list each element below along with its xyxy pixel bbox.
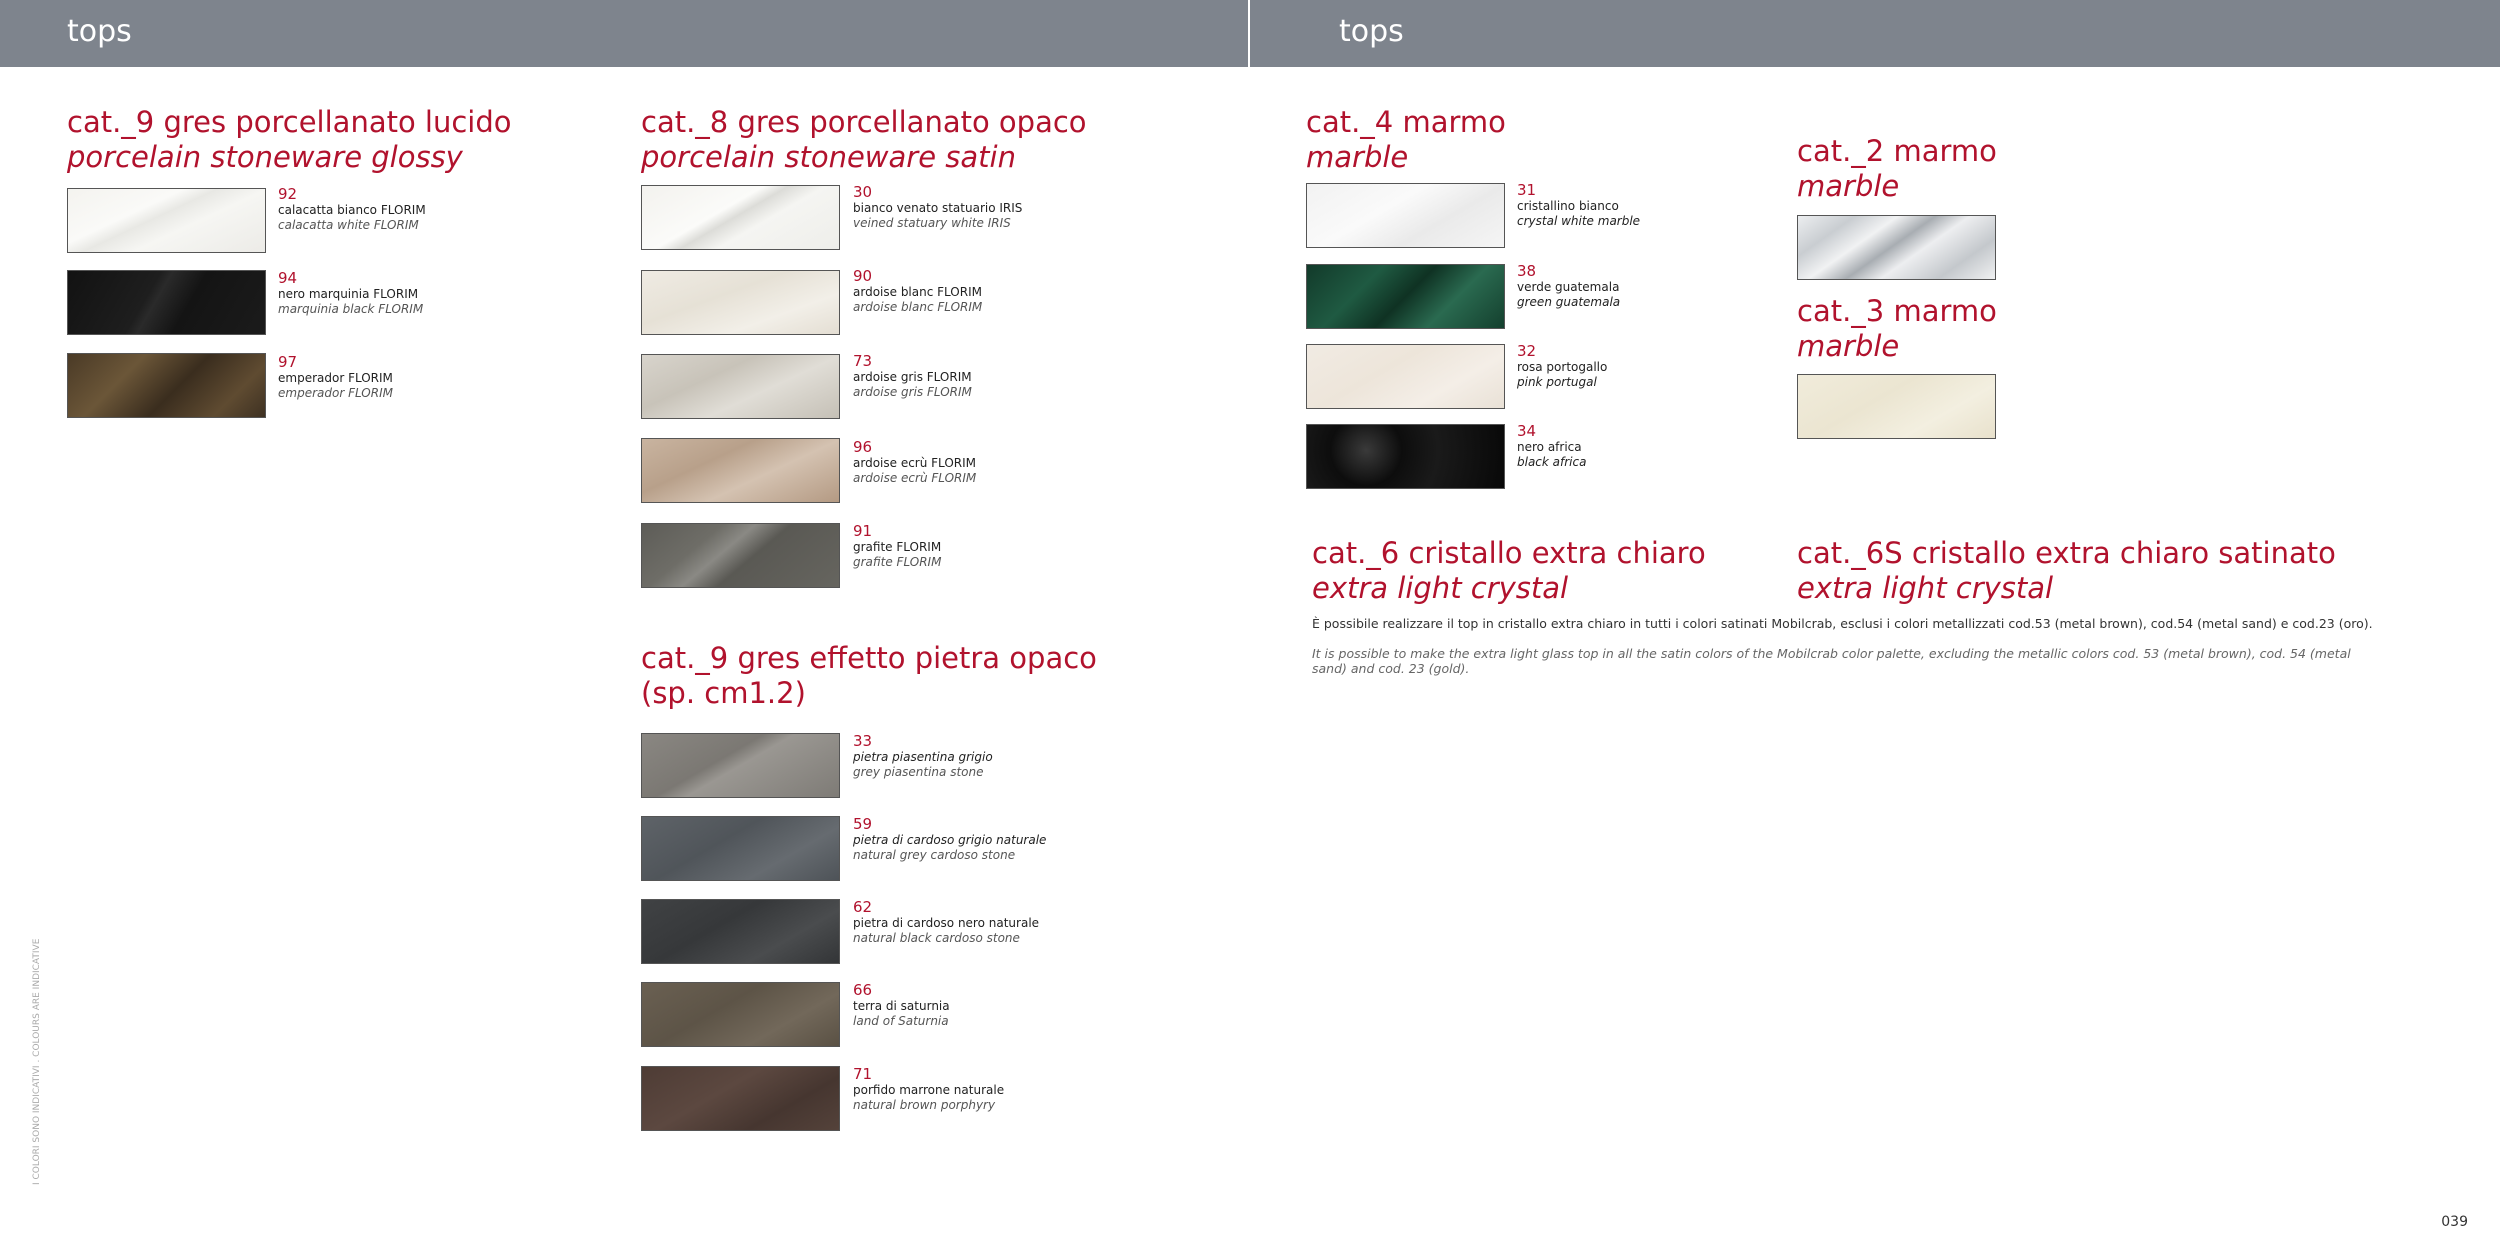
swatch-73	[641, 354, 840, 419]
swatch-90	[641, 270, 840, 335]
swatch-96	[641, 438, 840, 503]
list-item: 38 verde guatemala green guatemala	[1517, 262, 1621, 309]
list-item: 30 bianco venato statuario IRIS veined statuary white IRIS	[853, 183, 1023, 230]
section-title-cat6s: cat._6S cristallo extra chiaro satinato extra light crystal	[1797, 536, 2336, 605]
swatch-62	[641, 899, 840, 964]
swatch-92	[67, 188, 266, 253]
swatch-91	[641, 523, 840, 588]
note-english: It is possible to make the extra light glass top in all the satin colors of the Mobilcrab color palette, excluding the metallic colors cod. 53 (metal brown), cod. 54 (metal sand) and cod. 23 (gold).	[1312, 646, 2351, 676]
note-italian: È possibile realizzare il top in cristallo extra chiaro in tutti i colori satinati Mobilcrab, esclusi i colori metallizzati cod.53 (metal brown), cod.54 (metal sand) e cod.23 (oro).	[1312, 616, 2373, 631]
section-title-cat2-marmo: cat._2 marmo marble	[1797, 134, 1997, 203]
list-item: 31 cristallino bianco crystal white marble	[1517, 181, 1641, 228]
swatch-59	[641, 816, 840, 881]
header-bar-left	[0, 0, 1248, 67]
section-title-cat4-marmo: cat._4 marmo marble	[1306, 105, 1506, 174]
swatch-30	[641, 185, 840, 250]
list-item: 59 pietra di cardoso grigio naturale natural grey cardoso stone	[853, 815, 1047, 862]
list-item: 91 grafite FLORIM grafite FLORIM	[853, 522, 942, 569]
section-title-cat6: cat._6 cristallo extra chiaro extra light crystal	[1312, 536, 1706, 605]
list-item: 73 ardoise gris FLORIM ardoise gris FLORIM	[853, 352, 972, 399]
section-title-cat8-opaco: cat._8 gres porcellanato opaco porcelain stoneware satin	[641, 105, 1087, 174]
swatch-32	[1306, 344, 1505, 409]
swatch-66	[641, 982, 840, 1047]
list-item: 94 nero marquinia FLORIM marquinia black FLORIM	[278, 269, 424, 316]
list-item: 32 rosa portogallo pink portugal	[1517, 342, 1608, 389]
list-item: 62 pietra di cardoso nero naturale natural black cardoso stone	[853, 898, 1040, 945]
swatch-cat3	[1797, 374, 1996, 439]
swatch-33	[641, 733, 840, 798]
list-item: 34 nero africa black africa	[1517, 422, 1587, 469]
header-title-right: tops	[1339, 14, 1404, 49]
list-item: 97 emperador FLORIM emperador FLORIM	[278, 353, 393, 400]
section-title-cat3-marmo: cat._3 marmo marble	[1797, 294, 1997, 363]
page-number: 039	[2441, 1214, 2468, 1230]
list-item: 96 ardoise ecrù FLORIM ardoise ecrù FLORIM	[853, 438, 977, 485]
list-item: 33 pietra piasentina grigio grey piasentina stone	[853, 732, 993, 779]
header-title-left: tops	[67, 14, 132, 49]
swatch-cat2	[1797, 215, 1996, 280]
swatch-38	[1306, 264, 1505, 329]
section-title-cat9-pietra: cat._9 gres effetto pietra opaco (sp. cm1.2)	[641, 641, 1097, 710]
list-item: 90 ardoise blanc FLORIM ardoise blanc FLORIM	[853, 267, 983, 314]
vertical-disclaimer: I COLORI SONO INDICATIVI . COLOURS ARE INDICATIVE	[32, 938, 42, 1185]
swatch-34	[1306, 424, 1505, 489]
list-item: 92 calacatta bianco FLORIM calacatta white FLORIM	[278, 185, 426, 232]
list-item: 66 terra di saturnia land of Saturnia	[853, 981, 950, 1028]
swatch-31	[1306, 183, 1505, 248]
swatch-71	[641, 1066, 840, 1131]
list-item: 71 porfido marrone naturale natural brown porphyry	[853, 1065, 1005, 1112]
swatch-97	[67, 353, 266, 418]
swatch-94	[67, 270, 266, 335]
header-bar-right	[1250, 0, 2500, 67]
section-title-cat9-lucido: cat._9 gres porcellanato lucido porcelain stoneware glossy	[67, 105, 512, 174]
